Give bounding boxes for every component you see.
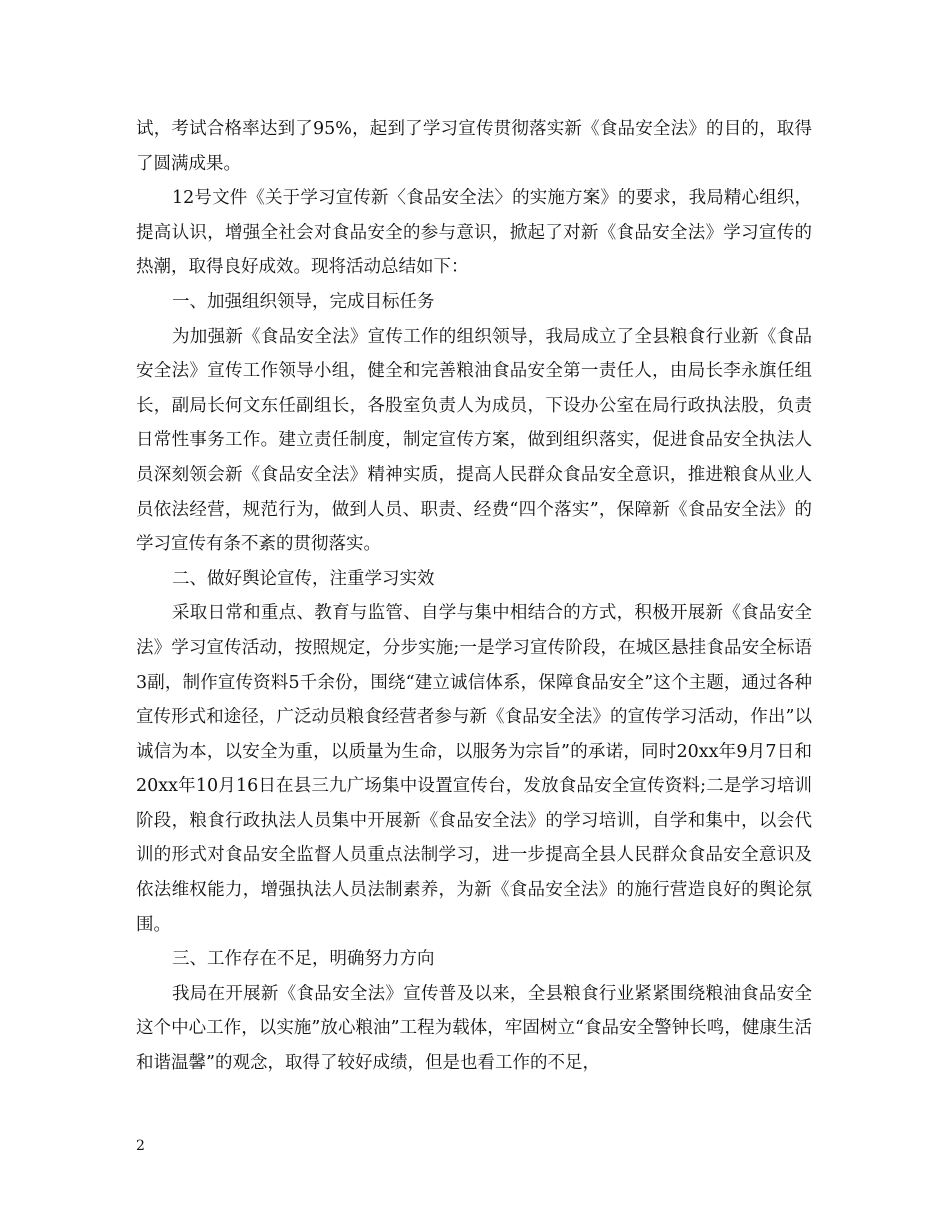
paragraph-section-2: 采取日常和重点、教育与监管、自学与集中相结合的方式，积极开展新《食品安全法》学习宣传活动，按照规定，分步实施;一是学习宣传阶段，在城区悬挂食品安全标语3副，制作宣传资料5千余份，围绕“建立诚信体系，保障食品安全”这个主题，通过各种宣传形式和途径，广泛动员粮食经营者参与新《食品安全法》的宣传学习活动，作出”以诚信为本，以安全为重，以质量为生命，以服务为宗旨”的承诺，同时20xx年9月7日和20xx年10月16日在县三九广场集中设置宣传台，发放食品安全宣传资料;二是学习培训阶段，粮食行政执法人员集中开展新《食品安全法》的学习培训，自学和集中，以会代训的形式对食品安全监督人员重点法制学习，进一步提高全县人民群众食品安全意识及依法维权能力，增强执法人员法制素养，为新《食品安全法》的施行营造良好的舆论氛围。	[136, 603, 812, 935]
paragraph-section-1: 为加强新《食品安全法》宣传工作的组织领导，我局成立了全县粮食行业新《食品安全法》宣传工作领导小组，健全和完善粮油食品安全第一责任人，由局长李永旗任组长，副局长何文东任副组长，各股室负责人为成员，下设办公室在局行政执法股，负责日常性事务工作。建立责任制度，制定宣传方案，做到组织落实，促进食品安全执法人员深刻领会新《食品安全法》精神实质，提高人民群众食品安全意识，推进粮食从业人员依法经营，规范行为，做到人员、职责、经费“四个落实”，保障新《食品安全法》的学习宣传有条不紊的贯彻落实。	[136, 326, 812, 555]
section-heading-3: 三、工作存在不足，明确努力方向	[172, 949, 435, 970]
paragraph-continuation: 试，考试合格率达到了95%，起到了学习宣传贯彻落实新《食品安全法》的目的，取得了圆满成果。	[136, 119, 812, 174]
paragraph-section-3: 我局在开展新《食品安全法》宣传普及以来，全县粮食行业紧紧围绕粮油食品安全这个中心工作，以实施”放心粮油”工程为载体，牢固树立“食品安全警钟长鸣，健康生活和谐温馨”的观念，取得了较好成绩，但是也看工作的不足，	[136, 983, 812, 1074]
page-number: 2	[136, 1138, 145, 1154]
paragraph-intro: 12号文件《关于学习宣传新〈食品安全法〉的实施方案》的要求，我局精心组织，提高认识，增强全社会对食品安全的参与意识，掀起了对新《食品安全法》学习宣传的热潮，取得良好成效。现将活动总结如下：	[136, 188, 812, 278]
section-heading-1: 一、加强组织领导，完成目标任务	[172, 291, 435, 312]
section-heading-2: 二、做好舆论宣传，注重学习实效	[172, 568, 435, 589]
document-body	[136, 112, 812, 1081]
